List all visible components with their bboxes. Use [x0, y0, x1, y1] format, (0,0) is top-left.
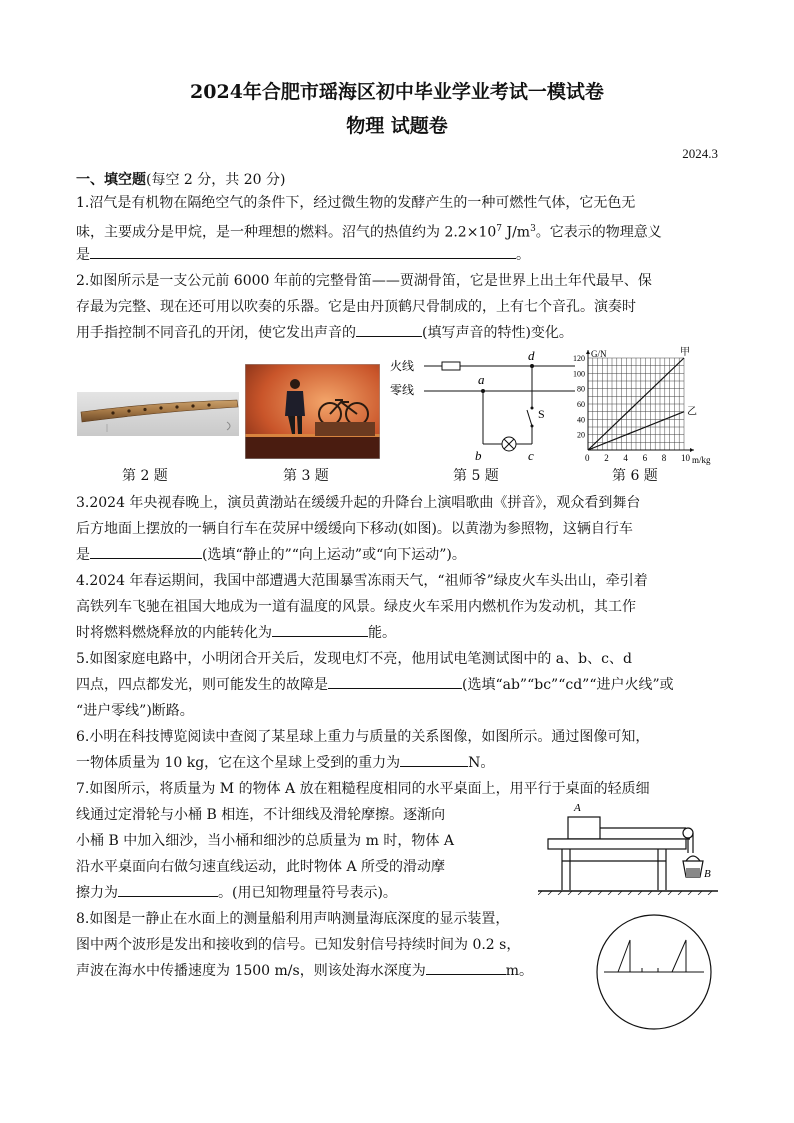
q5-line2b: (选填“ab”“bc”“cd”“进户火线”或: [462, 677, 674, 693]
x-tick-label: 8: [661, 453, 667, 463]
y-axis-label: G/N: [591, 349, 607, 359]
figure3-caption: 第 3 题: [283, 468, 329, 484]
neutral-wire-label: 零线: [390, 383, 415, 397]
q2-line2: 存最为完整、现在还可用以吹奏的乐器。它是由丹顶鹤尺骨制成的，上有七个音孔。演奏时: [76, 299, 636, 315]
q2-answer-blank[interactable]: [356, 322, 422, 337]
switch-label: S: [538, 407, 545, 421]
q7-line1: 7.如图所示，将质量为 M 的物体 A 放在粗糙程度相同的水平桌面上，用平行于桌面的轻质细: [76, 781, 650, 797]
chart-series: [588, 346, 697, 450]
q7-answer-blank[interactable]: [118, 882, 218, 897]
q4-line2: 高铁列车飞驰在祖国大地成为一道有温度的风景。绿皮火车采用内燃机作为发动机，其工作: [76, 599, 636, 615]
q5-answer-blank[interactable]: [328, 674, 462, 689]
q4-line3b: 能。: [368, 625, 396, 641]
q3-line3: [76, 543, 466, 568]
q4-line1: 4.2024 年春运期间，我国中部遭遇大范围暴雪冻雨天气，“祖师爷”绿皮火车头出山，牵引着: [76, 573, 648, 589]
x-tick-label: 6: [642, 453, 648, 463]
series-label-1: 乙: [687, 406, 697, 418]
q4-line3a: 时将燃料燃烧释放的内能转化为: [76, 625, 272, 641]
x-axis-arrow: [690, 448, 694, 452]
q7-line5a: 擦力为: [76, 885, 118, 901]
scale-ticks: [642, 968, 658, 972]
household-circuit-diagram: [390, 348, 580, 468]
point-b-label: b: [475, 448, 482, 463]
gravity-mass-chart: [564, 346, 720, 468]
q4-answer-blank[interactable]: [272, 622, 368, 637]
q6-line2: [76, 751, 494, 776]
q3-line3a: 是: [76, 547, 90, 563]
q2-line3a: 用手指控制不同音孔的开闭，使它发出声音的: [76, 325, 356, 341]
figure5-caption: 第 5 题: [453, 468, 499, 484]
q2-line3: [76, 321, 573, 346]
signal-waveforms: [618, 940, 686, 972]
q5-line2a: 四点，四点都发光，则可能发生的故障是: [76, 677, 328, 693]
q6-line2a: 一物体质量为 10 kg，它在这个星球上受到的重力为: [76, 755, 401, 771]
q3-line2: 后方地面上摆放的一辆自行车在荧屏中缓缓向下移动(如图)。以黄渤为参照物，这辆自行车: [76, 521, 633, 537]
q1-exp2: 3: [530, 224, 536, 234]
point-a-label: a: [478, 372, 485, 387]
q4-line3: [76, 621, 396, 646]
q7-line3: 小桶 B 中加入细沙，当小桶和细沙的总质量为 m 时，物体 A: [76, 833, 454, 849]
y-axis-arrow: [586, 350, 590, 354]
q5-line2: [76, 673, 674, 698]
q2-line3b: (填写声音的特性)变化。: [422, 325, 573, 341]
y-tick-label: 80: [577, 384, 585, 394]
q1-line1: 1.沼气是有机物在隔绝空气的条件下，经过微生物的发酵产生的一种可燃性气体，它无色无: [76, 195, 636, 211]
page-subtitle: 物理 试题卷: [346, 115, 448, 137]
q1-line2c: 。它表示的物理意义: [535, 224, 662, 241]
q1-line2: [76, 217, 662, 246]
section-heading: [76, 169, 285, 189]
q1-line3a: 是: [76, 247, 90, 263]
y-tick-label: 120: [573, 354, 585, 363]
y-tick-label: 60: [577, 400, 585, 409]
q5-line3: “进户零线”)断路。: [76, 703, 194, 719]
q6-answer-blank[interactable]: [400, 752, 468, 767]
q3-answer-blank[interactable]: [90, 544, 202, 559]
x-axis-label: m/kg: [692, 455, 711, 465]
figure2-caption: 第 2 题: [122, 468, 168, 484]
x-tick-label: 10: [681, 453, 690, 463]
q6-line2b: N。: [468, 755, 495, 771]
section-title: 一、填空题: [76, 172, 146, 188]
q5-line1: 5.如图家庭电路中，小明闭合开关后，发现电灯不亮，他用试电笔测试图中的 a、b、c、d: [76, 651, 632, 667]
bucket-b-label: B: [704, 868, 711, 880]
q7-line5: [76, 881, 397, 906]
y-tick-label: 100: [573, 369, 585, 379]
q1-line2a: 味，主要成分是甲烷，是一种理想的燃料。沼气的热值约为 2.2×10: [76, 224, 497, 241]
q3-line3b: (选填“静止的”“向上运动”或“向下运动”)。: [202, 547, 466, 563]
x-tick-label: 0: [585, 453, 590, 463]
q6-line1: 6.小明在科技博览阅读中查阅了某星球上重力与质量的关系图像，如图所示。通过图像可知，: [76, 729, 650, 745]
stage-performance-photo: [245, 364, 380, 459]
x-tick-label: 2: [604, 453, 609, 463]
q1-line3b: 。: [516, 247, 530, 263]
q1-line2b: J/m: [502, 224, 531, 241]
page-title: 2024年合肥市瑶海区初中毕业学业考试一模试卷: [190, 81, 604, 103]
x-tick-label: 4: [623, 453, 628, 463]
q8-answer-blank[interactable]: [426, 960, 506, 975]
q7-line4: 沿水平桌面向右做匀速直线运动，此时物体 A 所受的滑动摩: [76, 859, 446, 875]
q7-line5b: 。(用已知物理量符号表示)。: [218, 885, 397, 901]
q8-line1: 8.如图是一静止在水面上的测量船利用声呐测量海底深度的显示装置，: [76, 911, 510, 927]
q8-line2: 图中两个波形是发出和接收到的信号。已知发射信号持续时间为 0.2 s，: [76, 937, 521, 953]
table-pulley-diagram: [538, 795, 718, 895]
bone-flute-photo: [77, 392, 239, 436]
live-wire-label: 火线: [390, 359, 415, 373]
section-note: (每空 2 分，共 20 分): [146, 172, 286, 188]
point-c-label: c: [528, 448, 534, 463]
q7-line2: 线通过定滑轮与小桶 B 相连，不计细线及滑轮摩擦。逐渐向: [76, 807, 446, 823]
q8-line3: [76, 959, 533, 984]
y-tick-label: 20: [577, 430, 585, 440]
y-tick-label: 40: [577, 415, 585, 425]
object-a-label: A: [574, 802, 581, 814]
q8-line3b: m。: [505, 963, 533, 979]
series-label-0: 甲: [680, 347, 690, 358]
figure6-caption: 第 6 题: [612, 468, 658, 484]
q1-line3: [76, 243, 530, 268]
point-d-label: d: [528, 348, 535, 363]
q3-line1: 3.2024 年央视春晚上，演员黄渤站在缓缓升起的升降台上演唱歌曲《拼音》，观众看到舞台: [76, 495, 641, 511]
exam-date: 2024.3: [682, 146, 718, 161]
q8-line3a: 声波在海水中传播速度为 1500 m/s，则该处海水深度为: [76, 963, 426, 979]
q1-exp1: 7: [496, 224, 502, 234]
sonar-display-diagram: [590, 912, 718, 1030]
q1-answer-blank[interactable]: [90, 244, 516, 259]
q2-line1: 2.如图所示是一支公元前 6000 年前的完整骨笛——贾湖骨笛，它是世界上出土年代最早、保: [76, 273, 652, 289]
